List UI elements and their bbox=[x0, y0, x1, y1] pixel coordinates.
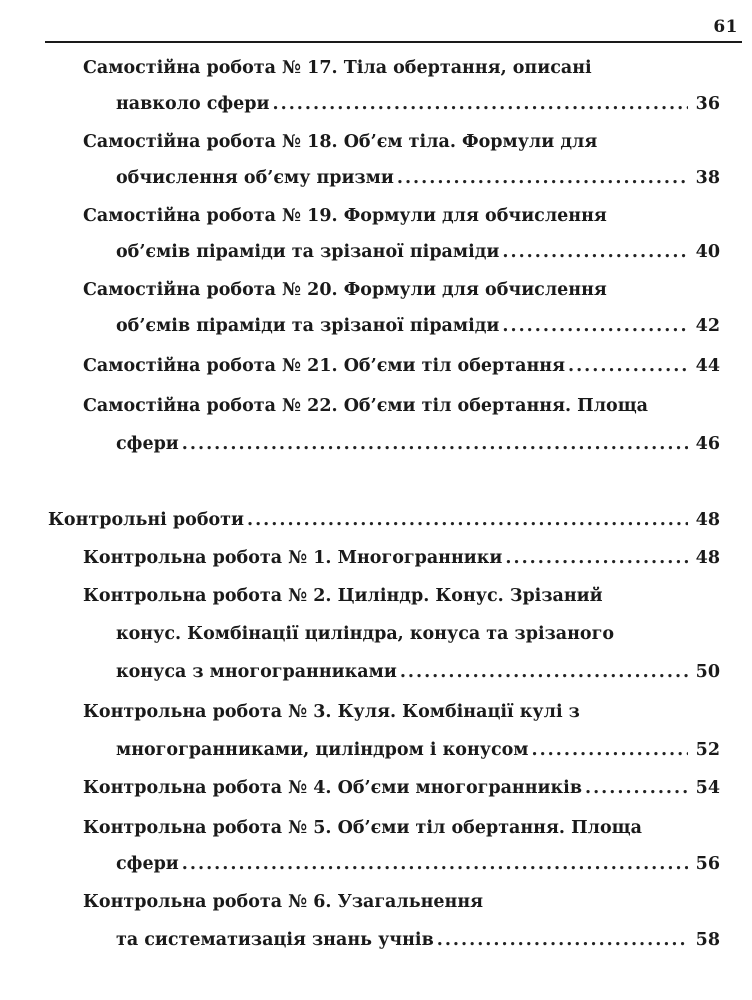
toc-entry-leader bbox=[116, 732, 720, 768]
toc-entry-line: Самостійна робота № 19. Формули для обчислення bbox=[83, 206, 607, 226]
toc-page-number: 46 bbox=[695, 434, 720, 454]
toc-page-number: 50 bbox=[695, 662, 720, 682]
toc-entry-text: Контрольна робота № 1. Многогранники bbox=[83, 548, 503, 568]
toc-entry-line: Самостійна робота № 18. Об’єм тіла. Формули для bbox=[83, 132, 598, 152]
toc-entry-text: сфери bbox=[116, 434, 179, 454]
toc-entry-text: об’ємів піраміди та зрізаної піраміди bbox=[116, 316, 500, 336]
toc-entry-leader bbox=[83, 348, 720, 384]
dot-leader bbox=[179, 426, 688, 462]
toc-entry-text: Контрольна робота № 4. Об’єми многогранників bbox=[83, 778, 582, 798]
toc-entry-text: обчислення об’єму призми bbox=[116, 168, 394, 188]
toc-page-number: 36 bbox=[695, 94, 720, 114]
toc-page-number: 48 bbox=[695, 510, 720, 530]
toc-entry-line: Контрольна робота № 2. Циліндр. Конус. Зрізаний bbox=[83, 586, 603, 606]
dot-leader bbox=[434, 922, 688, 958]
toc-page-number: 56 bbox=[695, 854, 720, 874]
toc-page-number: 52 bbox=[695, 740, 720, 760]
dot-leader bbox=[270, 86, 688, 122]
dot-leader bbox=[499, 308, 688, 344]
dot-leader bbox=[502, 540, 688, 576]
toc-entry-line: Контрольна робота № 6. Узагальнення bbox=[83, 892, 484, 912]
toc-entry-line: Самостійна робота № 17. Тіла обертання, описані bbox=[83, 58, 592, 78]
toc-entry-leader bbox=[116, 160, 720, 196]
toc-entry-leader bbox=[116, 308, 720, 344]
toc-entry-line: конус. Комбінації циліндра, конуса та зрізаного bbox=[116, 624, 614, 644]
toc-section-title: Контрольні роботи bbox=[48, 510, 244, 530]
toc-entry-leader bbox=[116, 426, 720, 462]
toc-entry-leader bbox=[83, 770, 720, 806]
toc-entry-text: об’ємів піраміди та зрізаної піраміди bbox=[116, 242, 500, 262]
dot-leader bbox=[499, 234, 688, 270]
toc-entry-leader bbox=[116, 86, 720, 122]
toc-page-number: 40 bbox=[695, 242, 720, 262]
toc-page-number: 42 bbox=[695, 316, 720, 336]
dot-leader bbox=[565, 348, 688, 384]
toc-entry-text: многогранниками, циліндром і конусом bbox=[116, 740, 529, 760]
toc-page-number: 54 bbox=[695, 778, 720, 798]
toc-entry-leader bbox=[116, 654, 720, 690]
toc-entry-line: Контрольна робота № 3. Куля. Комбінації кулі з bbox=[83, 702, 580, 722]
toc-entry-leader bbox=[116, 234, 720, 270]
toc-page-number: 58 bbox=[695, 930, 720, 950]
toc-entry-leader bbox=[116, 922, 720, 958]
toc-page-number: 44 bbox=[695, 356, 720, 376]
dot-leader bbox=[582, 770, 688, 806]
page-number: 61 bbox=[713, 17, 738, 37]
toc-entry-text: та систематизація знань учнів bbox=[116, 930, 434, 950]
toc-entry-line: Контрольна робота № 5. Об’єми тіл обертання. Площа bbox=[83, 818, 642, 838]
toc-entry-text: конуса з многогранниками bbox=[116, 662, 397, 682]
toc-page-number: 48 bbox=[695, 548, 720, 568]
dot-leader bbox=[179, 846, 688, 882]
dot-leader bbox=[397, 654, 688, 690]
toc-entry-line: Самостійна робота № 20. Формули для обчислення bbox=[83, 280, 607, 300]
toc-entry-leader bbox=[83, 540, 720, 576]
toc-section-heading bbox=[48, 502, 720, 538]
toc-entry-leader bbox=[116, 846, 720, 882]
dot-leader bbox=[528, 732, 688, 768]
dot-leader bbox=[244, 502, 688, 538]
dot-leader bbox=[394, 160, 688, 196]
toc-entry-text: Самостійна робота № 21. Об’єми тіл обертання bbox=[83, 356, 565, 376]
toc-page-number: 38 bbox=[695, 168, 720, 188]
toc-entry-line: Самостійна робота № 22. Об’єми тіл обертання. Площа bbox=[83, 396, 648, 416]
toc-entry-text: сфери bbox=[116, 854, 179, 874]
header-rule bbox=[45, 41, 742, 43]
toc-entry-text: навколо сфери bbox=[116, 94, 270, 114]
